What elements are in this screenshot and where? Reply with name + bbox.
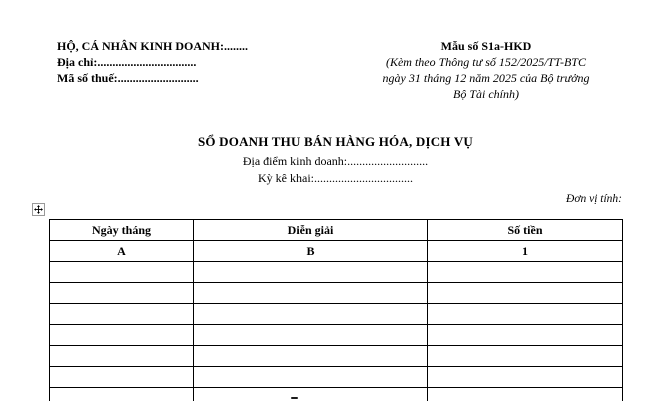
- table-empty-cell[interactable]: [428, 283, 623, 304]
- table-empty-row: [50, 367, 623, 388]
- unit-of-measure-label: Đơn vị tính:: [566, 193, 622, 205]
- form-issuance-line-3: Bộ Tài chính): [453, 87, 519, 101]
- table-empty-cell[interactable]: [50, 367, 194, 388]
- column-header-amount: Số tiền: [428, 220, 623, 241]
- table-empty-cell[interactable]: [428, 262, 623, 283]
- table-empty-cell[interactable]: [428, 388, 623, 401]
- business-info-block: [57, 38, 248, 86]
- column-code-amount: 1: [428, 241, 623, 262]
- business-name-line: HỘ, CÁ NHÂN KINH DOANH:........: [57, 39, 248, 53]
- business-address-line: Địa chỉ:.................................: [57, 55, 197, 69]
- column-header-description: Diễn giải: [194, 220, 428, 241]
- revenue-table: [49, 219, 623, 401]
- table-empty-cell[interactable]: [194, 346, 428, 367]
- table-empty-cell[interactable]: [50, 388, 194, 401]
- move-cross-icon: [34, 205, 43, 214]
- form-number: Mẫu số S1a-HKD: [440, 39, 532, 53]
- table-empty-row: [50, 283, 623, 304]
- table-empty-row: [50, 346, 623, 367]
- table-empty-cell[interactable]: [194, 325, 428, 346]
- table-empty-row: [50, 325, 623, 346]
- table-empty-row: [50, 388, 623, 401]
- table-empty-row: [50, 304, 623, 325]
- business-location-line: Địa điểm kinh doanh:...........................: [242, 154, 429, 168]
- table-header-row: [50, 220, 623, 241]
- column-code-date: A: [50, 241, 194, 262]
- table-move-handle[interactable]: [32, 203, 45, 216]
- column-code-description: B: [194, 241, 428, 262]
- business-taxcode-line: Mã số thuế:...........................: [57, 71, 199, 85]
- table-empty-cell[interactable]: [194, 367, 428, 388]
- declaration-period-line: Kỳ kê khai:.................................: [258, 171, 413, 185]
- table-empty-cell[interactable]: [50, 262, 194, 283]
- form-issuance-line-2: ngày 31 tháng 12 năm 2025 của Bộ trưởng: [382, 71, 590, 85]
- cutoff-text-fragment: [291, 397, 298, 399]
- column-header-date: Ngày tháng: [50, 220, 194, 241]
- table-empty-rows: [50, 262, 623, 401]
- table-empty-row: [50, 262, 623, 283]
- table-code-row: [50, 241, 623, 262]
- form-meta-block: [340, 38, 632, 102]
- table-empty-cell[interactable]: [50, 346, 194, 367]
- table-empty-cell[interactable]: [194, 304, 428, 325]
- table-empty-cell[interactable]: [428, 367, 623, 388]
- table-empty-cell[interactable]: [50, 304, 194, 325]
- form-title: SỔ DOANH THU BÁN HÀNG HÓA, DỊCH VỤ: [197, 134, 473, 149]
- table-empty-cell[interactable]: [50, 283, 194, 304]
- table-empty-cell[interactable]: [194, 262, 428, 283]
- table-empty-cell[interactable]: [194, 283, 428, 304]
- table-empty-cell[interactable]: [428, 346, 623, 367]
- form-issuance-line-1: (Kèm theo Thông tư số 152/2025/TT-BTC: [385, 55, 586, 69]
- table-empty-cell[interactable]: [50, 325, 194, 346]
- table-empty-cell[interactable]: [428, 325, 623, 346]
- table-empty-cell[interactable]: [194, 388, 428, 401]
- table-empty-cell[interactable]: [428, 304, 623, 325]
